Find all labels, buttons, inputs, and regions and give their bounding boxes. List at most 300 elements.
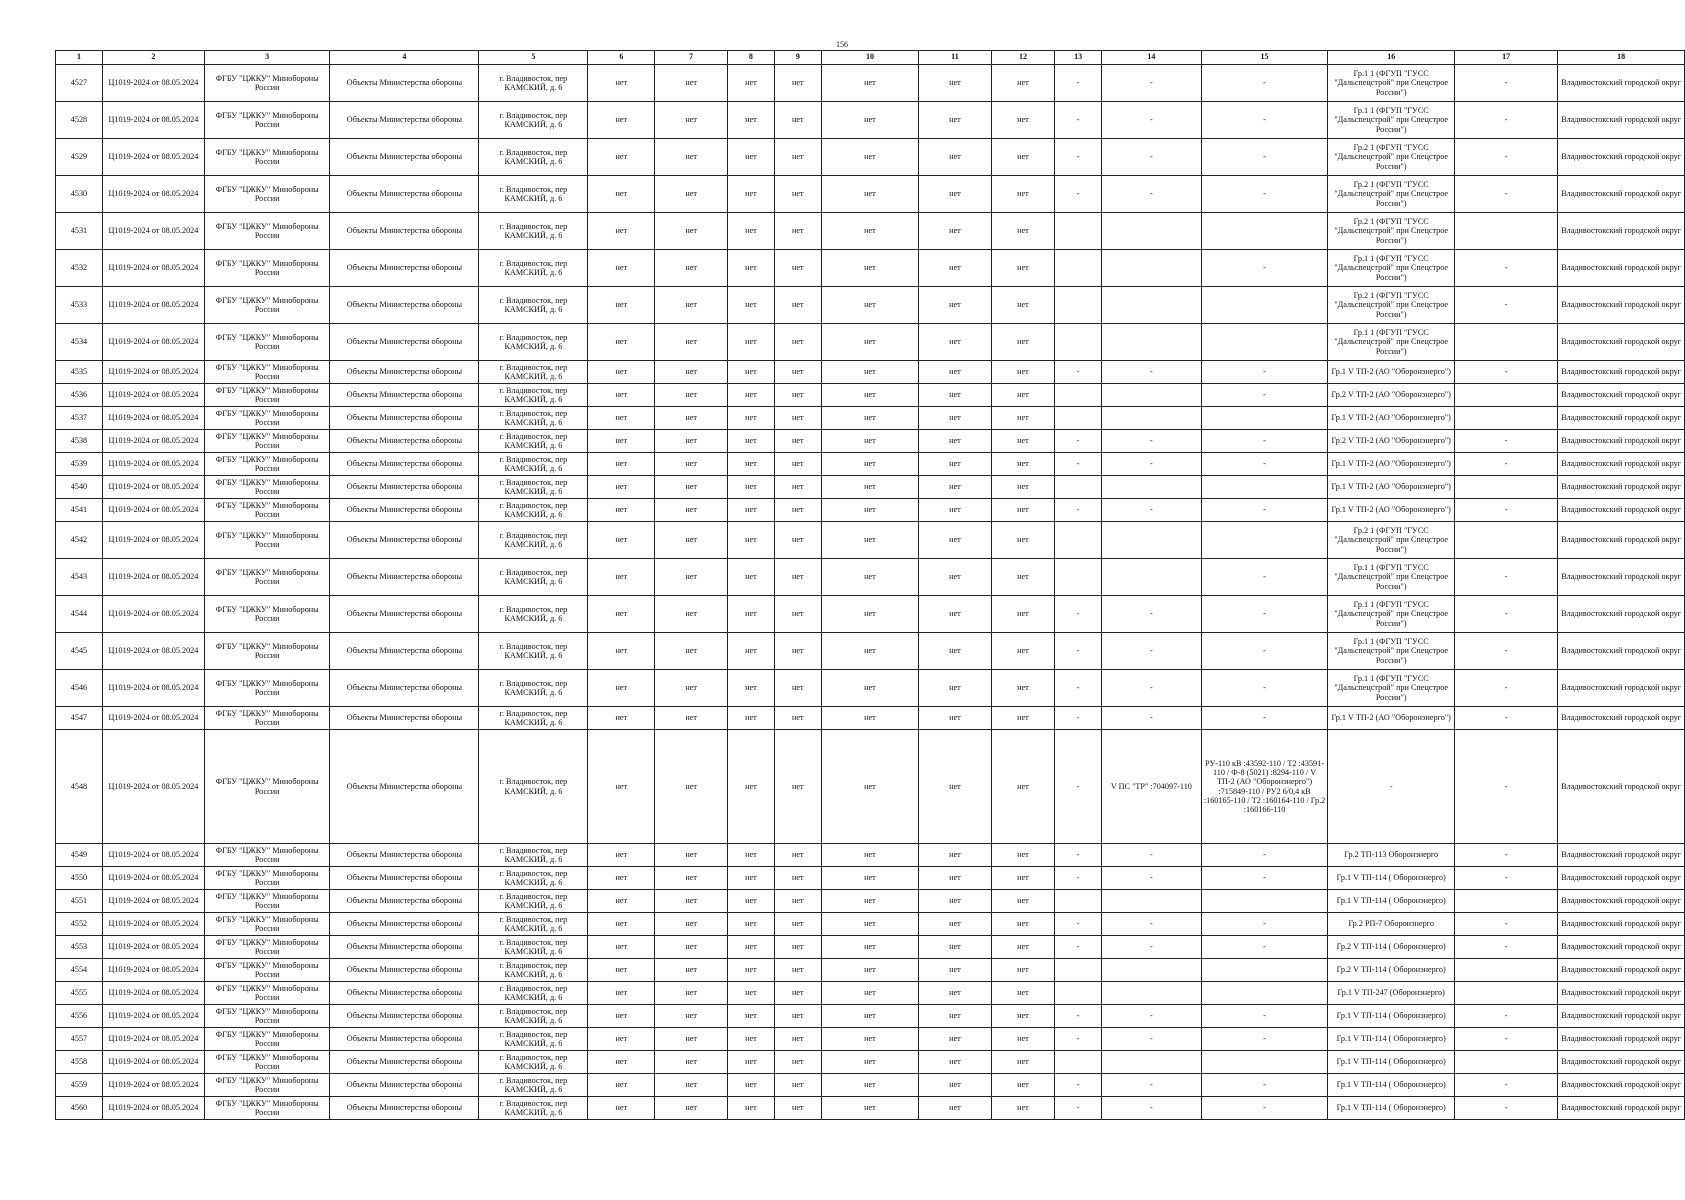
cell-col-7: нет: [655, 890, 728, 913]
cell-col-1: 4555: [56, 982, 103, 1005]
cell-col-3: ФГБУ "ЦЖКУ" Минобороны России: [204, 1005, 329, 1028]
cell-col-8: нет: [727, 844, 774, 867]
column-header-13: 13: [1055, 51, 1102, 65]
cell-col-9: нет: [774, 890, 821, 913]
cell-col-18: Владивостокский городской округ: [1558, 1028, 1685, 1051]
cell-col-10: нет: [821, 633, 918, 670]
cell-col-10: нет: [821, 559, 918, 596]
cell-col-5: г. Владивосток, пер КАМСКИЙ, д. 6: [479, 959, 588, 982]
table-row: [56, 936, 1685, 959]
cell-col-10: нет: [821, 959, 918, 982]
cell-col-3: ФГБУ "ЦЖКУ" Минобороны России: [204, 176, 329, 213]
cell-col-15: [1201, 1051, 1328, 1074]
cell-col-14: -: [1102, 707, 1202, 730]
cell-col-1: 4528: [56, 102, 103, 139]
cell-col-8: нет: [727, 476, 774, 499]
cell-col-11: нет: [919, 559, 992, 596]
cell-col-5: г. Владивосток, пер КАМСКИЙ, д. 6: [479, 913, 588, 936]
cell-col-18: Владивостокский городской округ: [1558, 407, 1685, 430]
cell-col-3: ФГБУ "ЦЖКУ" Минобороны России: [204, 730, 329, 844]
table-row: [56, 633, 1685, 670]
cell-col-17: -: [1455, 596, 1558, 633]
cell-col-5: г. Владивосток, пер КАМСКИЙ, д. 6: [479, 139, 588, 176]
table-row: [56, 250, 1685, 287]
cell-col-2: Ц1019-2024 от 08.05.2024: [102, 102, 204, 139]
table-row: [56, 913, 1685, 936]
cell-col-4: Объекты Министерства обороны: [330, 730, 479, 844]
cell-col-12: нет: [991, 213, 1054, 250]
cell-col-8: нет: [727, 913, 774, 936]
cell-col-14: -: [1102, 176, 1202, 213]
cell-col-5: г. Владивосток, пер КАМСКИЙ, д. 6: [479, 522, 588, 559]
cell-col-2: Ц1019-2024 от 08.05.2024: [102, 1074, 204, 1097]
cell-col-13: -: [1055, 361, 1102, 384]
cell-col-7: нет: [655, 287, 728, 324]
cell-col-1: 4542: [56, 522, 103, 559]
cell-col-8: нет: [727, 596, 774, 633]
cell-col-5: г. Владивосток, пер КАМСКИЙ, д. 6: [479, 1005, 588, 1028]
cell-col-1: 4547: [56, 707, 103, 730]
cell-col-14: -: [1102, 1074, 1202, 1097]
cell-col-17: -: [1455, 913, 1558, 936]
cell-col-16: Гр.2 V ТП-114 ( Оборонэнерго): [1328, 936, 1455, 959]
cell-col-12: нет: [991, 250, 1054, 287]
cell-col-7: нет: [655, 522, 728, 559]
cell-col-3: ФГБУ "ЦЖКУ" Минобороны России: [204, 384, 329, 407]
cell-col-6: нет: [588, 522, 655, 559]
cell-col-9: нет: [774, 1097, 821, 1120]
cell-col-12: нет: [991, 707, 1054, 730]
cell-col-15: РУ-110 кВ :43592-110 / Т2 :43591-110 / Ф-8 (5021) :8294-110 / V ТП-2 (АО "Оборонэнерго") :715849-110 / РУ2 6/0,4 кВ :160165-110 / Т2 :160164-110 / Гр.2 :160166-110: [1201, 730, 1328, 844]
cell-col-8: нет: [727, 453, 774, 476]
cell-col-4: Объекты Министерства обороны: [330, 707, 479, 730]
cell-col-7: нет: [655, 707, 728, 730]
cell-col-13: -: [1055, 139, 1102, 176]
cell-col-4: Объекты Министерства обороны: [330, 844, 479, 867]
cell-col-18: Владивостокский городской округ: [1558, 176, 1685, 213]
cell-col-9: нет: [774, 867, 821, 890]
cell-col-10: нет: [821, 867, 918, 890]
cell-col-18: Владивостокский городской округ: [1558, 65, 1685, 102]
cell-col-5: г. Владивосток, пер КАМСКИЙ, д. 6: [479, 407, 588, 430]
cell-col-7: нет: [655, 384, 728, 407]
cell-col-6: нет: [588, 213, 655, 250]
cell-col-14: [1102, 982, 1202, 1005]
cell-col-10: нет: [821, 1028, 918, 1051]
cell-col-6: нет: [588, 844, 655, 867]
cell-col-3: ФГБУ "ЦЖКУ" Минобороны России: [204, 1097, 329, 1120]
cell-col-12: нет: [991, 65, 1054, 102]
cell-col-6: нет: [588, 499, 655, 522]
cell-col-7: нет: [655, 407, 728, 430]
cell-col-13: [1055, 324, 1102, 361]
cell-col-4: Объекты Министерства обороны: [330, 287, 479, 324]
cell-col-11: нет: [919, 176, 992, 213]
cell-col-7: нет: [655, 139, 728, 176]
cell-col-16: Гр.1 V ТП-247 (Оборонэнерго): [1328, 982, 1455, 1005]
cell-col-18: Владивостокский городской округ: [1558, 287, 1685, 324]
cell-col-9: нет: [774, 730, 821, 844]
cell-col-7: нет: [655, 1005, 728, 1028]
cell-col-6: нет: [588, 102, 655, 139]
cell-col-4: Объекты Министерства обороны: [330, 361, 479, 384]
cell-col-16: Гр.2 1 (ФГУП "ГУСС "Дальспецстрой" при Спецстрое России"): [1328, 176, 1455, 213]
cell-col-1: 4550: [56, 867, 103, 890]
cell-col-6: нет: [588, 867, 655, 890]
cell-col-9: нет: [774, 176, 821, 213]
cell-col-6: нет: [588, 959, 655, 982]
cell-col-13: -: [1055, 499, 1102, 522]
cell-col-15: -: [1201, 1005, 1328, 1028]
cell-col-5: г. Владивосток, пер КАМСКИЙ, д. 6: [479, 65, 588, 102]
cell-col-11: нет: [919, 867, 992, 890]
cell-col-18: Владивостокский городской округ: [1558, 102, 1685, 139]
cell-col-15: [1201, 982, 1328, 1005]
cell-col-12: нет: [991, 670, 1054, 707]
cell-col-2: Ц1019-2024 от 08.05.2024: [102, 361, 204, 384]
cell-col-12: нет: [991, 982, 1054, 1005]
cell-col-8: нет: [727, 139, 774, 176]
cell-col-5: г. Владивосток, пер КАМСКИЙ, д. 6: [479, 213, 588, 250]
cell-col-16: Гр.1 1 (ФГУП "ГУСС "Дальспецстрой" при Спецстрое России"): [1328, 559, 1455, 596]
cell-col-14: [1102, 476, 1202, 499]
cell-col-7: нет: [655, 633, 728, 670]
cell-col-2: Ц1019-2024 от 08.05.2024: [102, 453, 204, 476]
cell-col-17: -: [1455, 1005, 1558, 1028]
cell-col-12: нет: [991, 1028, 1054, 1051]
cell-col-16: Гр.2 V ТП-114 ( Оборонэнерго): [1328, 959, 1455, 982]
column-header-10: 10: [821, 51, 918, 65]
cell-col-16: Гр.1 1 (ФГУП "ГУСС "Дальспецстрой" при Спецстрое России"): [1328, 670, 1455, 707]
cell-col-15: -: [1201, 913, 1328, 936]
cell-col-14: -: [1102, 844, 1202, 867]
cell-col-18: Владивостокский городской округ: [1558, 936, 1685, 959]
cell-col-5: г. Владивосток, пер КАМСКИЙ, д. 6: [479, 324, 588, 361]
cell-col-17: [1455, 407, 1558, 430]
cell-col-1: 4533: [56, 287, 103, 324]
cell-col-17: -: [1455, 287, 1558, 324]
cell-col-11: нет: [919, 1028, 992, 1051]
cell-col-7: нет: [655, 1097, 728, 1120]
column-header-18: 18: [1558, 51, 1685, 65]
cell-col-4: Объекты Министерства обороны: [330, 670, 479, 707]
cell-col-4: Объекты Министерства обороны: [330, 936, 479, 959]
cell-col-18: Владивостокский городской округ: [1558, 1097, 1685, 1120]
cell-col-14: -: [1102, 633, 1202, 670]
cell-col-5: г. Владивосток, пер КАМСКИЙ, д. 6: [479, 499, 588, 522]
cell-col-8: нет: [727, 936, 774, 959]
cell-col-9: нет: [774, 559, 821, 596]
cell-col-3: ФГБУ "ЦЖКУ" Минобороны России: [204, 913, 329, 936]
cell-col-11: нет: [919, 287, 992, 324]
table-row: [56, 559, 1685, 596]
cell-col-4: Объекты Министерства обороны: [330, 633, 479, 670]
cell-col-9: нет: [774, 522, 821, 559]
cell-col-14: [1102, 250, 1202, 287]
cell-col-4: Объекты Министерства обороны: [330, 65, 479, 102]
cell-col-3: ФГБУ "ЦЖКУ" Минобороны России: [204, 430, 329, 453]
cell-col-11: нет: [919, 936, 992, 959]
cell-col-1: 4537: [56, 407, 103, 430]
cell-col-14: [1102, 407, 1202, 430]
cell-col-7: нет: [655, 430, 728, 453]
cell-col-13: [1055, 1051, 1102, 1074]
cell-col-13: -: [1055, 633, 1102, 670]
cell-col-14: [1102, 1051, 1202, 1074]
cell-col-10: нет: [821, 1005, 918, 1028]
cell-col-12: нет: [991, 430, 1054, 453]
cell-col-13: -: [1055, 867, 1102, 890]
cell-col-5: г. Владивосток, пер КАМСКИЙ, д. 6: [479, 730, 588, 844]
cell-col-16: Гр.1 V ТП-2 (АО "Оборонэнерго"): [1328, 407, 1455, 430]
cell-col-7: нет: [655, 982, 728, 1005]
cell-col-14: -: [1102, 867, 1202, 890]
table-row: [56, 324, 1685, 361]
table-row: [56, 867, 1685, 890]
cell-col-17: -: [1455, 250, 1558, 287]
table-row: [56, 102, 1685, 139]
cell-col-5: г. Владивосток, пер КАМСКИЙ, д. 6: [479, 384, 588, 407]
cell-col-3: ФГБУ "ЦЖКУ" Минобороны России: [204, 453, 329, 476]
cell-col-17: -: [1455, 707, 1558, 730]
column-header-6: 6: [588, 51, 655, 65]
cell-col-1: 4548: [56, 730, 103, 844]
cell-col-2: Ц1019-2024 от 08.05.2024: [102, 1028, 204, 1051]
cell-col-13: [1055, 213, 1102, 250]
table-row: [56, 670, 1685, 707]
cell-col-12: нет: [991, 453, 1054, 476]
cell-col-4: Объекты Министерства обороны: [330, 476, 479, 499]
cell-col-3: ФГБУ "ЦЖКУ" Минобороны России: [204, 324, 329, 361]
cell-col-16: Гр.2 ТП-113 Оборонэнерго: [1328, 844, 1455, 867]
cell-col-9: нет: [774, 361, 821, 384]
cell-col-1: 4543: [56, 559, 103, 596]
cell-col-6: нет: [588, 1074, 655, 1097]
cell-col-11: нет: [919, 982, 992, 1005]
cell-col-2: Ц1019-2024 от 08.05.2024: [102, 476, 204, 499]
cell-col-6: нет: [588, 139, 655, 176]
cell-col-7: нет: [655, 476, 728, 499]
cell-col-2: Ц1019-2024 от 08.05.2024: [102, 1051, 204, 1074]
cell-col-3: ФГБУ "ЦЖКУ" Минобороны России: [204, 522, 329, 559]
cell-col-18: Владивостокский городской округ: [1558, 1051, 1685, 1074]
cell-col-15: -: [1201, 844, 1328, 867]
cell-col-8: нет: [727, 213, 774, 250]
cell-col-4: Объекты Министерства обороны: [330, 499, 479, 522]
cell-col-1: 4536: [56, 384, 103, 407]
table-row: [56, 982, 1685, 1005]
cell-col-17: -: [1455, 670, 1558, 707]
cell-col-8: нет: [727, 176, 774, 213]
cell-col-1: 4539: [56, 453, 103, 476]
cell-col-18: Владивостокский городской округ: [1558, 730, 1685, 844]
cell-col-5: г. Владивосток, пер КАМСКИЙ, д. 6: [479, 430, 588, 453]
cell-col-4: Объекты Министерства обороны: [330, 324, 479, 361]
cell-col-10: нет: [821, 1051, 918, 1074]
cell-col-11: нет: [919, 384, 992, 407]
cell-col-18: Владивостокский городской округ: [1558, 1005, 1685, 1028]
cell-col-17: [1455, 213, 1558, 250]
cell-col-14: -: [1102, 670, 1202, 707]
table-row: [56, 176, 1685, 213]
cell-col-14: -: [1102, 1005, 1202, 1028]
cell-col-4: Объекты Министерства обороны: [330, 596, 479, 633]
cell-col-11: нет: [919, 596, 992, 633]
cell-col-8: нет: [727, 430, 774, 453]
table-body: [56, 65, 1685, 1120]
cell-col-5: г. Владивосток, пер КАМСКИЙ, д. 6: [479, 102, 588, 139]
cell-col-5: г. Владивосток, пер КАМСКИЙ, д. 6: [479, 890, 588, 913]
cell-col-13: -: [1055, 670, 1102, 707]
cell-col-14: -: [1102, 361, 1202, 384]
cell-col-11: нет: [919, 324, 992, 361]
cell-col-16: Гр.1 1 (ФГУП "ГУСС "Дальспецстрой" при Спецстрое России"): [1328, 324, 1455, 361]
cell-col-4: Объекты Министерства обороны: [330, 407, 479, 430]
cell-col-12: нет: [991, 913, 1054, 936]
cell-col-17: -: [1455, 139, 1558, 176]
cell-col-10: нет: [821, 476, 918, 499]
cell-col-18: Владивостокский городской округ: [1558, 1074, 1685, 1097]
cell-col-14: -: [1102, 453, 1202, 476]
cell-col-5: г. Владивосток, пер КАМСКИЙ, д. 6: [479, 936, 588, 959]
cell-col-18: Владивостокский городской округ: [1558, 670, 1685, 707]
cell-col-1: 4549: [56, 844, 103, 867]
cell-col-15: [1201, 324, 1328, 361]
cell-col-8: нет: [727, 384, 774, 407]
cell-col-18: Владивостокский городской округ: [1558, 139, 1685, 176]
cell-col-4: Объекты Министерства обороны: [330, 982, 479, 1005]
cell-col-10: нет: [821, 982, 918, 1005]
cell-col-1: 4557: [56, 1028, 103, 1051]
cell-col-4: Объекты Министерства обороны: [330, 213, 479, 250]
cell-col-4: Объекты Министерства обороны: [330, 1005, 479, 1028]
cell-col-17: -: [1455, 453, 1558, 476]
cell-col-3: ФГБУ "ЦЖКУ" Минобороны России: [204, 361, 329, 384]
cell-col-3: ФГБУ "ЦЖКУ" Минобороны России: [204, 844, 329, 867]
cell-col-3: ФГБУ "ЦЖКУ" Минобороны России: [204, 707, 329, 730]
cell-col-13: -: [1055, 913, 1102, 936]
cell-col-2: Ц1019-2024 от 08.05.2024: [102, 407, 204, 430]
cell-col-16: Гр.1 V ТП-114 ( Оборонэнерго): [1328, 1097, 1455, 1120]
cell-col-2: Ц1019-2024 от 08.05.2024: [102, 913, 204, 936]
column-header-9: 9: [774, 51, 821, 65]
cell-col-12: нет: [991, 407, 1054, 430]
table-row: [56, 844, 1685, 867]
cell-col-15: -: [1201, 596, 1328, 633]
cell-col-18: Владивостокский городской округ: [1558, 596, 1685, 633]
cell-col-18: Владивостокский городской округ: [1558, 982, 1685, 1005]
cell-col-3: ФГБУ "ЦЖКУ" Минобороны России: [204, 1074, 329, 1097]
cell-col-12: нет: [991, 844, 1054, 867]
cell-col-7: нет: [655, 65, 728, 102]
column-header-15: 15: [1201, 51, 1328, 65]
cell-col-10: нет: [821, 730, 918, 844]
cell-col-15: -: [1201, 176, 1328, 213]
cell-col-11: нет: [919, 430, 992, 453]
cell-col-10: нет: [821, 913, 918, 936]
cell-col-10: нет: [821, 499, 918, 522]
cell-col-14: [1102, 890, 1202, 913]
cell-col-2: Ц1019-2024 от 08.05.2024: [102, 982, 204, 1005]
cell-col-17: -: [1455, 102, 1558, 139]
cell-col-6: нет: [588, 596, 655, 633]
cell-col-6: нет: [588, 65, 655, 102]
cell-col-16: Гр.2 РП-7 Оборонэнерго: [1328, 913, 1455, 936]
cell-col-10: нет: [821, 361, 918, 384]
cell-col-7: нет: [655, 250, 728, 287]
table-row: [56, 890, 1685, 913]
cell-col-6: нет: [588, 384, 655, 407]
cell-col-10: нет: [821, 384, 918, 407]
table-header: [56, 51, 1685, 65]
cell-col-18: Владивостокский городской округ: [1558, 384, 1685, 407]
cell-col-8: нет: [727, 102, 774, 139]
cell-col-13: -: [1055, 707, 1102, 730]
column-header-17: 17: [1455, 51, 1558, 65]
cell-col-6: нет: [588, 430, 655, 453]
cell-col-16: Гр.1 1 (ФГУП "ГУСС "Дальспецстрой" при Спецстрое России"): [1328, 65, 1455, 102]
cell-col-15: -: [1201, 430, 1328, 453]
cell-col-13: -: [1055, 1097, 1102, 1120]
cell-col-7: нет: [655, 936, 728, 959]
cell-col-16: Гр.1 V ТП-2 (АО "Оборонэнерго"): [1328, 707, 1455, 730]
cell-col-10: нет: [821, 1074, 918, 1097]
cell-col-5: г. Владивосток, пер КАМСКИЙ, д. 6: [479, 176, 588, 213]
cell-col-10: нет: [821, 670, 918, 707]
table-row: [56, 596, 1685, 633]
cell-col-14: -: [1102, 913, 1202, 936]
cell-col-12: нет: [991, 324, 1054, 361]
cell-col-5: г. Владивосток, пер КАМСКИЙ, д. 6: [479, 1097, 588, 1120]
cell-col-3: ФГБУ "ЦЖКУ" Минобороны России: [204, 596, 329, 633]
cell-col-3: ФГБУ "ЦЖКУ" Минобороны России: [204, 139, 329, 176]
table-row: [56, 959, 1685, 982]
cell-col-12: нет: [991, 287, 1054, 324]
cell-col-18: Владивостокский городской округ: [1558, 476, 1685, 499]
cell-col-13: [1055, 522, 1102, 559]
cell-col-16: -: [1328, 730, 1455, 844]
cell-col-1: 4545: [56, 633, 103, 670]
cell-col-4: Объекты Министерства обороны: [330, 890, 479, 913]
cell-col-11: нет: [919, 453, 992, 476]
cell-col-4: Объекты Министерства обороны: [330, 959, 479, 982]
cell-col-15: -: [1201, 867, 1328, 890]
cell-col-6: нет: [588, 453, 655, 476]
cell-col-8: нет: [727, 1074, 774, 1097]
cell-col-14: -: [1102, 102, 1202, 139]
cell-col-2: Ц1019-2024 от 08.05.2024: [102, 324, 204, 361]
cell-col-4: Объекты Министерства обороны: [330, 1028, 479, 1051]
cell-col-7: нет: [655, 1028, 728, 1051]
cell-col-15: [1201, 476, 1328, 499]
cell-col-18: Владивостокский городской округ: [1558, 707, 1685, 730]
cell-col-17: [1455, 324, 1558, 361]
cell-col-11: нет: [919, 890, 992, 913]
cell-col-18: Владивостокский городской округ: [1558, 213, 1685, 250]
cell-col-13: -: [1055, 730, 1102, 844]
cell-col-13: -: [1055, 1028, 1102, 1051]
cell-col-16: Гр.2 1 (ФГУП "ГУСС "Дальспецстрой" при Спецстрое России"): [1328, 139, 1455, 176]
cell-col-11: нет: [919, 361, 992, 384]
cell-col-12: нет: [991, 1051, 1054, 1074]
cell-col-9: нет: [774, 913, 821, 936]
cell-col-9: нет: [774, 324, 821, 361]
cell-col-2: Ц1019-2024 от 08.05.2024: [102, 213, 204, 250]
cell-col-2: Ц1019-2024 от 08.05.2024: [102, 596, 204, 633]
cell-col-5: г. Владивосток, пер КАМСКИЙ, д. 6: [479, 453, 588, 476]
cell-col-5: г. Владивосток, пер КАМСКИЙ, д. 6: [479, 1074, 588, 1097]
cell-col-16: Гр.1 V ТП-2 (АО "Оборонэнерго"): [1328, 361, 1455, 384]
